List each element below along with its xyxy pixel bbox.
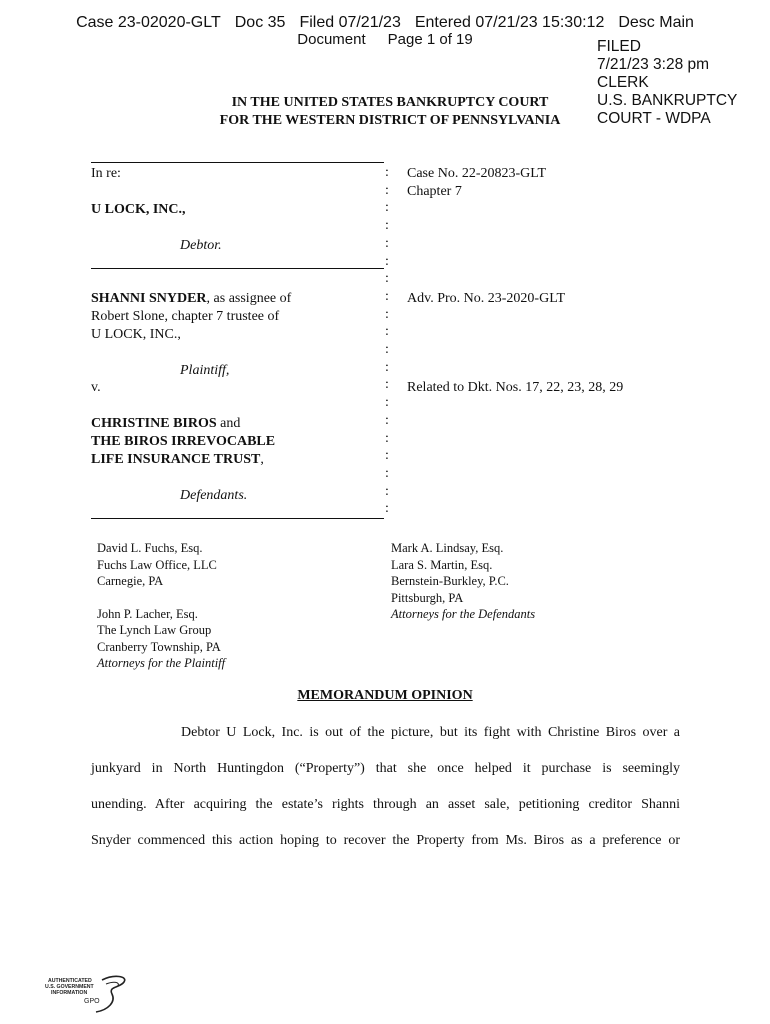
counsel-role: Attorneys for the Plaintiff [97,656,226,670]
versus: v. [91,380,101,395]
stamp-line: CLERK [597,74,649,91]
court-line1: IN THE UNITED STATES BANKRUPTCY COURT [231,95,549,110]
chapter: Chapter 7 [407,184,462,199]
plaintiff-role: Plaintiff, [180,363,230,378]
eagle-swoosh-icon [96,976,125,1012]
page-count: Page 1 of 19 [387,31,473,48]
counsel-line: Fuchs Law Office, LLC [97,557,217,572]
debtor-role: Debtor. [180,238,222,253]
opinion-line: unending. After acquiring the estate’s rights through an asset sale, petitioning creditor Shanni [91,797,680,812]
defendant-and: and [216,416,241,431]
opinion-title: MEMORANDUM OPINION [297,688,473,703]
court-heading [0,94,770,130]
court-line2: FOR THE WESTERN DISTRICT OF PENNSYLVANIA [219,113,561,128]
adv-pro-no: Adv. Pro. No. 23-2020-GLT [407,291,566,306]
counsel-line: John P. Lacher, Esq. [97,606,198,621]
stamp-line: 7/21/23 3:28 pm [597,56,710,73]
opinion-line: Debtor U Lock, Inc. is out of the picture, but its fight with Christine Biros over a [181,725,680,740]
counsel-line: Mark A. Lindsay, Esq. [391,541,504,555]
defendant-role: Defendants. [180,488,248,503]
plaintiff-line3: U LOCK, INC., [91,327,181,342]
plaintiff-counsel [97,540,225,672]
entered-date: Entered 07/21/23 15:30:12 [414,14,605,31]
defendant1-name: CHRISTINE BIROS [91,416,217,431]
counsel-role: Attorneys for the Defendants [391,607,536,621]
filed-date: Filed 07/21/23 [299,14,401,31]
plaintiff-name: SHANNI SNYDER [91,291,207,306]
counsel-line: Lara S. Martin, Esq. [391,557,493,572]
caption-top-rule [91,162,384,163]
plaintiff-desc: , as assignee of [206,291,292,306]
logo-line: INFORMATION [51,990,88,996]
in-re: In re: [91,166,121,181]
debtor-name: U LOCK, INC., [91,202,186,217]
ecf-header-line1 [0,14,770,32]
defendant3-comma: , [260,452,264,467]
case-no: Case No. 22-20823-GLT [407,166,547,181]
logo-mark: GPO [84,998,100,1005]
counsel-line: Pittsburgh, PA [391,590,464,605]
stamp-line: COURT - WDPA [597,110,711,127]
defendant-line2: THE BIROS IRREVOCABLE [91,434,276,449]
defendant3-name: LIFE INSURANCE TRUST [91,452,261,467]
counsel-line: Bernstein-Burkley, P.C. [391,574,509,588]
eagle-wing-icon [106,982,118,986]
document-label: Document [297,31,366,48]
defendant-counsel [391,540,535,623]
logo-line: U.S. GOVERNMENT [45,984,94,990]
doc-number: Doc 35 [234,14,286,31]
caption-middle-rule [91,268,384,269]
gpo-authentication-logo [44,972,134,1016]
caption-bottom-rule [91,518,384,519]
logo-line: AUTHENTICATED [48,978,92,984]
case-number: Case 23-02020-GLT [76,14,221,31]
related-dockets: Related to Dkt. Nos. 17, 22, 23, 28, 29 [407,380,624,395]
stamp-line: FILED [597,38,641,55]
counsel-line: Cranberry Township, PA [97,639,221,654]
counsel-line: David L. Fuchs, Esq. [97,541,203,555]
defendant-line1 [91,415,240,433]
plaintiff-line1 [91,290,291,308]
desc: Desc Main [618,14,694,31]
counsel-line: Carnegie, PA [97,574,164,588]
caption-colon-column: : : : : : : : : : : : : : : : : : : : : [385,165,389,517]
plaintiff-line2: Robert Slone, chapter 7 trustee of [91,309,280,324]
stamp-line: U.S. BANKRUPTCY [597,92,738,109]
opinion-line: junkyard in North Huntingdon (“Property”) that she once helped it purchase is seemingly [91,761,680,776]
opinion-line: Snyder commenced this action hoping to recover the Property from Ms. Biros as a preference or [91,833,680,848]
defendant-line3 [91,451,264,469]
counsel-line: The Lynch Law Group [97,623,212,637]
